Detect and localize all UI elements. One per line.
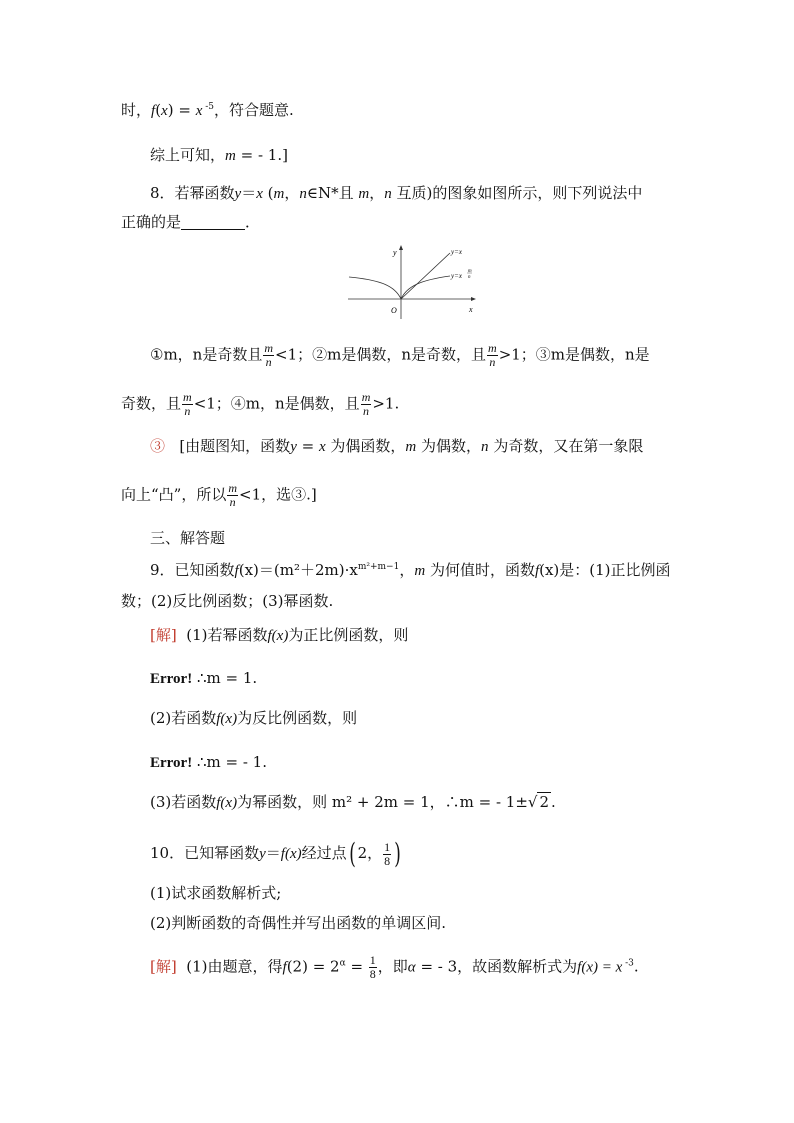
question-8: 8．若幂函数y＝x (m，n∈N*且 m，n 互质)的图象如图所示，则下列说法中 [150,184,643,202]
fraction-m-n: $\frac{m}{n}$ [488,341,497,369]
question-10-part2: (2)判断函数的奇偶性并写出函数的单调区间. [150,914,447,932]
curve-exp-den: n [468,275,471,280]
line-y-equals-x [401,253,450,299]
answer-number: ③ [150,437,166,455]
fraction-m-n: $\frac{m}{n}$ [228,481,238,509]
curve-left [349,277,401,299]
question-9: 9．已知函数$f(x)=(m^2+2m)\cdot x^{m^2+m-1}$，m 为何值时，函数f(x)是：(1)正比例函 [150,561,671,579]
fraction-m-n: $\frac{m}{n}$ [264,341,274,369]
answer-blank[interactable] [181,214,245,230]
answer-8-line2: 向上“凸”，所以 $\frac{m}{n}$ <1，选③.] [121,481,317,509]
solution-step-1: [解] (1)若幂函数f(x)为正比例函数，则 [150,626,409,644]
question-10: 10．已知幂函数y＝f(x)经过点( 2， $\frac{1}{8}$ ) [150,837,401,870]
line-label: y=x [451,248,462,256]
curve-right [401,276,450,299]
solution-label: [解] [150,626,177,644]
fraction-one-eighth: $\frac{1}{8}$ [384,839,391,868]
text-line: 时，f(x) = x $^{-5}$，符合题意. [121,101,294,119]
question-8-line2: 正确的是 ． [121,213,261,231]
options-line1: ①m，n是奇数且 $\frac{m}{n}$ <1；②m是偶数，n是奇数，且 $\frac{m}{n}$ >1；③m是偶数，n是 [150,341,650,369]
curve-label: y=x [451,272,462,280]
solution-error-2: Error! ∴m = - 1. [150,753,267,771]
question-10-part1: (1)试求函数解析式; [150,884,282,902]
section-heading: 三、解答题 [150,529,226,547]
solution-step-2: (2)若函数f(x)为反比例函数，则 [150,709,358,727]
y-axis-label: y [393,248,397,257]
fraction-m-n: $\frac{m}{n}$ [361,390,371,418]
answer-8: ③ [由题图知，函数y = x 为偶函数，m 为偶数，n 为奇数，又在第一象限 [150,437,644,455]
fraction-m-n: $\frac{m}{n}$ [183,390,192,418]
x-axis-label: x [469,305,473,314]
power-function-graph [345,242,480,320]
fraction-one-eighth: $\frac{1}{8}$ [369,953,376,981]
text-line: 综上可知，m = - 1.] [150,146,288,164]
x-axis-arrow [471,297,476,301]
solution-10: [解] (1)由题意，得$f(2) = 2^\alpha$ = $\frac{1}{8}$ ，即α = - 3，故函数解析式为f(x) = x $^{-3}$. [150,953,639,981]
solution-label: [解] [150,957,177,976]
origin-label: O [391,306,397,315]
curve-exp-num: m [468,269,472,274]
solution-error-1: Error! ∴m = 1. [150,669,258,687]
question-9-line2: 数；(2)反比例函数；(3)幂函数. [121,592,334,610]
y-axis-arrow [399,245,403,250]
options-line2: 奇数，且 $\frac{m}{n}$ <1；④m，n是偶数，且 $\frac{m}{n}$ >1. [121,390,400,418]
solution-step-3: (3)若函数f(x)为幂函数，则 m² + 2m = 1，∴m = - 1±√ 2 . [150,793,556,811]
